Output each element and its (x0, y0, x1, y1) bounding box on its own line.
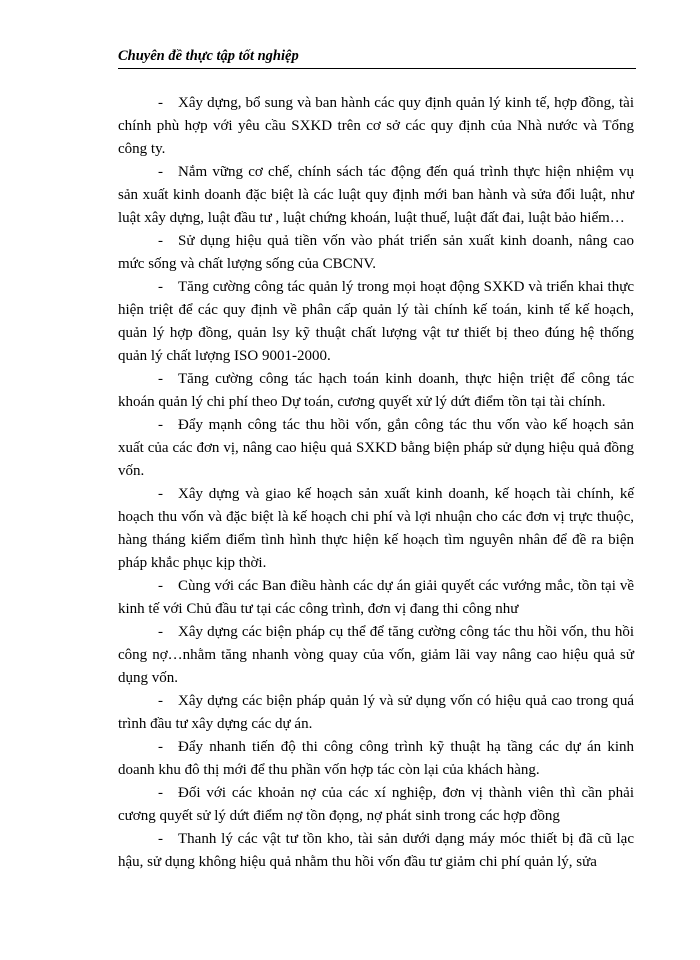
bullet-dash: - (158, 785, 163, 801)
paragraph (118, 621, 634, 690)
bullet-dash: - (158, 624, 163, 640)
paragraph-text: Đẩy mạnh công tác thu hồi vốn, gắn công tác thu vốn vào kế hoạch sản xuất của các đơn vị, nâng cao hiệu quả SXKD bằng biện pháp sử dụng hiệu quả đồng vốn. (118, 417, 634, 479)
paragraph-text: Cùng với các Ban điều hành các dự án giải quyết các vướng mắc, tồn tại về kinh tế với Chủ đầu tư tại các công trình, đơn vị đang thi công như (118, 578, 634, 617)
bullet-dash: - (158, 486, 163, 502)
paragraph-text: Đẩy nhanh tiến độ thi công công trình kỹ thuật hạ tầng các dự án kinh doanh khu đô thị mới để thu phần vốn hợp tác còn lại của khách hàng. (118, 739, 634, 778)
paragraph (118, 230, 634, 276)
bullet-dash: - (158, 739, 163, 755)
bullet-dash: - (158, 693, 163, 709)
paragraph-text: Tăng cường công tác quản lý trong mọi hoạt động SXKD và triển khai thực hiện triệt để các quy định về phân cấp quản lý tài chính kế toán, kinh tế kế hoạch, quản lý hợp đồng, quản lsy kỹ thuật chất lượng vật tư thiết bị theo đúng hệ thống quản lý chất lượng ISO 9001-2000. (118, 279, 634, 364)
bullet-dash: - (158, 417, 163, 433)
paragraph-text: Tăng cường công tác hạch toán kinh doanh, thực hiện triệt để công tác khoán quản lý chi phí theo Dự toán, cương quyết xử lý dứt điểm tồn tại tài chính. (118, 371, 634, 410)
bullet-dash: - (158, 233, 163, 249)
paragraph-text: Sử dụng hiệu quả tiền vốn vào phát triển sản xuất kinh doanh, nâng cao mức sống và chất lượng sống của CBCNV. (118, 233, 634, 272)
bullet-dash: - (158, 578, 163, 594)
bullet-dash: - (158, 164, 163, 180)
bullet-dash: - (158, 831, 163, 847)
paragraph (118, 736, 634, 782)
paragraph (118, 92, 634, 161)
paragraph-text: Nắm vững cơ chế, chính sách tác động đến quá trình thực hiện nhiệm vụ sản xuất kinh doanh đặc biệt là các luật quy định mới ban hành và sửa đổi luật, như luật xây dựng, luật đầu tư , luật chứng khoán, luật thuế, luật đất đai, luật bảo hiểm… (118, 164, 634, 226)
bullet-dash: - (158, 371, 163, 387)
paragraph-text: Xây dựng các biện pháp quản lý và sử dụng vốn có hiệu quả cao trong quá trình đầu tư xây dựng các dự án. (118, 693, 634, 732)
paragraph (118, 276, 634, 368)
bullet-dash: - (158, 95, 163, 111)
paragraph-text: Xây dựng, bổ sung và ban hành các quy định quản lý kinh tế, hợp đồng, tài chính phù hợp với yêu cầu SXKD trên cơ sở các quy định của Nhà nước và Tổng công ty. (118, 95, 634, 157)
paragraph (118, 161, 634, 230)
paragraph (118, 575, 634, 621)
document-body (118, 92, 634, 874)
paragraph (118, 828, 634, 874)
paragraph (118, 483, 634, 575)
paragraph-text: Xây dựng các biện pháp cụ thể để tăng cường công tác thu hồi vốn, thu hồi công nợ…nhằm tăng nhanh vòng quay của vốn, giảm lãi vay nâng cao hiệu quả sử dụng vốn. (118, 624, 634, 686)
paragraph-text: Thanh lý các vật tư tồn kho, tài sản dưới dạng máy móc thiết bị đã cũ lạc hậu, sử dụng không hiệu quả nhằm thu hồi vốn đầu tư giảm chi phí quản lý, sửa (118, 831, 634, 870)
header-title: Chuyên đề thực tập tốt nghiệp (118, 48, 299, 64)
paragraph-text: Đối với các khoản nợ của các xí nghiệp, đơn vị thành viên thì cần phải cương quyết sử lý dứt điểm nợ tồn đọng, nợ phát sinh trong các hợp đồng (118, 785, 634, 824)
page-header (118, 46, 636, 69)
paragraph (118, 368, 634, 414)
paragraph (118, 690, 634, 736)
paragraph-text: Xây dựng và giao kế hoạch sản xuất kinh doanh, kế hoạch tài chính, kế hoạch thu vốn và đặc biệt là kế hoạch chi phí và lợi nhuận cho các đơn vị trực thuộc, hàng tháng kiểm điểm tình hình thực hiện kế hoạch tìm nguyên nhân để đề ra biện pháp khắc phục kịp thời. (118, 486, 634, 571)
paragraph (118, 782, 634, 828)
bullet-dash: - (158, 279, 163, 295)
paragraph (118, 414, 634, 483)
